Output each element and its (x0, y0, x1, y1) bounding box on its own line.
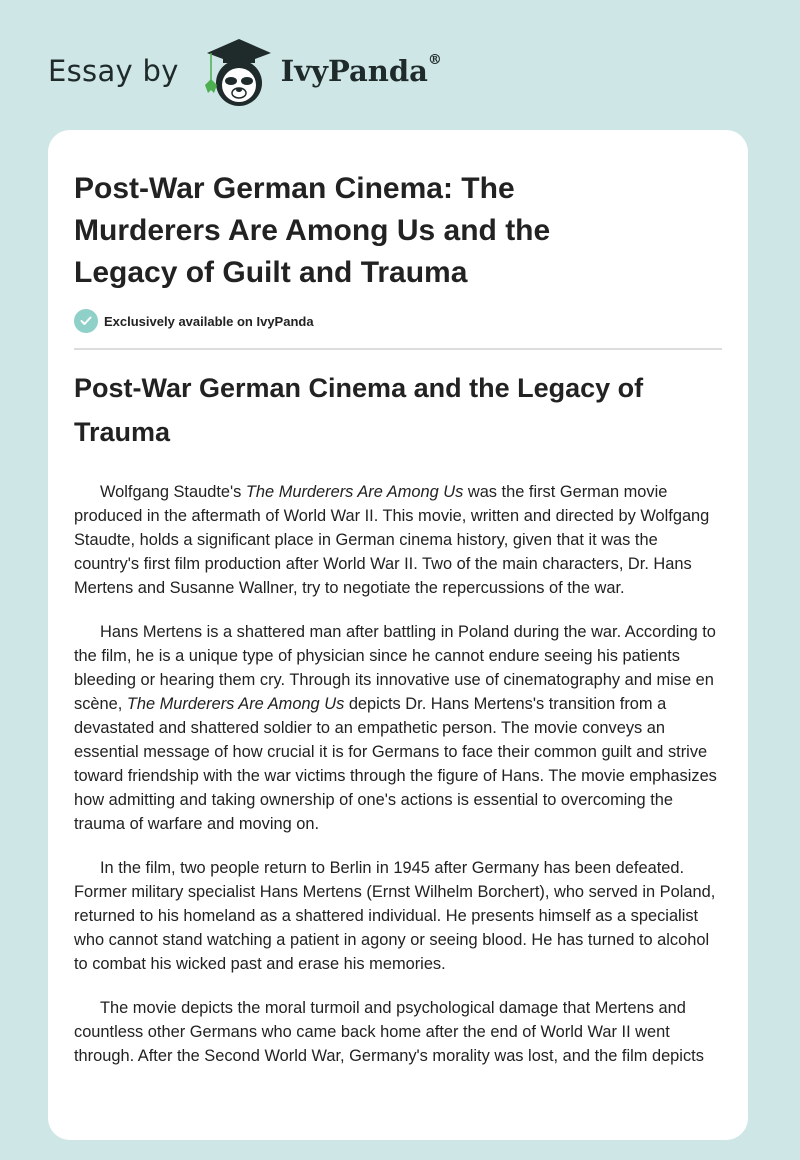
brand-name (281, 54, 442, 88)
paragraph (74, 620, 722, 836)
paragraph (74, 856, 722, 976)
divider (74, 348, 722, 350)
registered-mark: ® (427, 52, 442, 68)
page-title: Post-War German Cinema: The Murderers Are Among Us and the Legacy of Guilt and Trauma (74, 172, 551, 289)
essay-by-label: Essay by (48, 54, 179, 88)
article-body (74, 480, 722, 1068)
brand-header (48, 36, 442, 106)
text: depicts Dr. Hans Mertens's transition from a devastated and shattered soldier to an empathetic person. The movie conveys an essential message of how crucial it is for Germans to face their common guilt and strive toward friendship with the war victims through the figure of Hans. The movie emphasizes how admitting and taking ownership of one's actions is essential to overcoming the trauma of warfare and moving on. (74, 695, 717, 833)
text: was the first German movie produced in the aftermath of World War II. This movie, written and directed by Wolfgang Staudte, holds a significant place in German cinema history, given that it was the country's first film production after World War II. Two of the main characters, Dr. Hans Mertens and Susanne Wallner, try to negotiate the repercussions of the war. (74, 483, 710, 597)
exclusive-badge-text: Exclusively available on IvyPanda (104, 313, 314, 329)
text: In the film, two people return to Berlin in 1945 after Germany has been defeated. Former military specialist Hans Mertens (Ernst Wilhelm Borchert), who served in Poland, returned to his homeland as a shattered individual. He presents himself as a specialist who cannot stand watching a patient in agony or seeing blood. He has turned to alcohol to combat his wicked past and erase his memories. (74, 859, 716, 973)
paragraph (74, 996, 722, 1068)
brand-name-text: IvyPanda (280, 54, 428, 88)
text: Hans Mertens is a shattered man after battling in Poland during the war. According to the film, he is a unique type of physician since he cannot endure seeing his patients bleeding or hearing them cry. Through its innovative use of cinematography and mise en scène, (74, 623, 716, 713)
text: Wolfgang Staudte's (100, 483, 246, 501)
text: The movie depicts the moral turmoil and psychological damage that Mertens and countless other Germans who came back home after the end of World War II went through. After the Second World War, Germany's morality was lost, and the film depicts (74, 999, 704, 1065)
ivypanda-panda-logo-icon (199, 31, 279, 111)
section-heading: Post-War German Cinema and the Legacy of Trauma (74, 373, 644, 447)
exclusive-badge (74, 306, 722, 336)
paragraph (74, 480, 722, 600)
film-title: The Murderers Are Among Us (245, 483, 464, 501)
film-title: The Murderers Are Among Us (126, 695, 345, 713)
essay-card (48, 130, 748, 1140)
check-icon (74, 309, 98, 333)
